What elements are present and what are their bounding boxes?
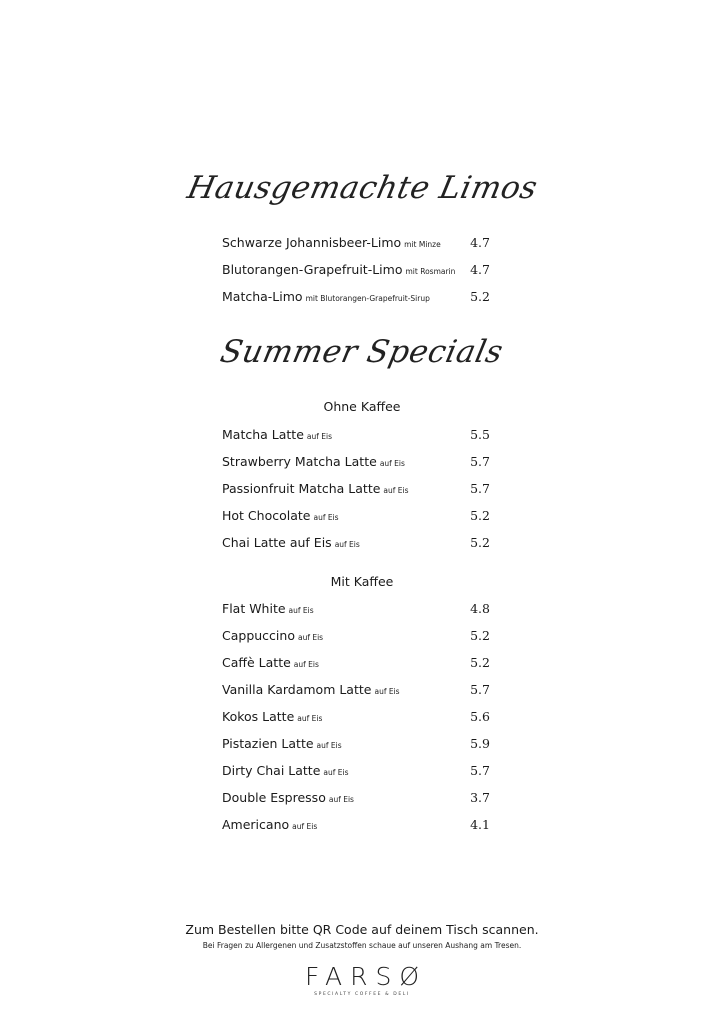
item-price: 5.7 bbox=[470, 454, 490, 469]
item-note: mit Blutorangen-Grapefruit-Sirup bbox=[305, 294, 430, 303]
menu-item bbox=[222, 730, 490, 757]
mit-kaffee-heading: Mit Kaffee bbox=[330, 574, 394, 589]
item-name: Matcha-Limo bbox=[222, 289, 303, 304]
menu-item bbox=[222, 703, 490, 730]
item-note: auf Eis bbox=[293, 660, 319, 669]
item-name: Cappuccino bbox=[222, 628, 295, 643]
menu-item bbox=[222, 649, 490, 676]
item-name: Passionfruit Matcha Latte bbox=[222, 481, 381, 496]
menu-item bbox=[222, 595, 490, 622]
item-note: auf Eis bbox=[379, 459, 405, 468]
item-name: Strawberry Matcha Latte bbox=[222, 454, 377, 469]
ohne-kaffee-list bbox=[222, 421, 490, 556]
item-name: Blutorangen-Grapefruit-Limo bbox=[222, 262, 403, 277]
menu-item bbox=[222, 229, 490, 256]
item-name: Pistazien Latte bbox=[222, 736, 314, 751]
item-price: 5.7 bbox=[470, 481, 490, 496]
limos-section-title: Hausgemachte Limos bbox=[183, 170, 541, 206]
item-price: 5.2 bbox=[470, 508, 490, 523]
item-price: 4.8 bbox=[470, 601, 490, 616]
item-name: Double Espresso bbox=[222, 790, 326, 805]
item-price: 5.2 bbox=[470, 289, 490, 304]
menu-item bbox=[222, 811, 490, 838]
item-name: Hot Chocolate bbox=[222, 508, 311, 523]
menu-item bbox=[222, 475, 490, 502]
item-name: Dirty Chai Latte bbox=[222, 763, 321, 778]
specials-section-title: Summer Specials bbox=[217, 334, 507, 370]
item-note: auf Eis bbox=[313, 513, 339, 522]
menu-item bbox=[222, 421, 490, 448]
item-note: mit Rosmarin bbox=[405, 267, 456, 276]
menu-item bbox=[222, 256, 490, 283]
item-name: Flat White bbox=[222, 601, 286, 616]
item-note: auf Eis bbox=[323, 768, 349, 777]
item-note: auf Eis bbox=[292, 822, 318, 831]
item-note: mit Minze bbox=[404, 240, 441, 249]
item-note: auf Eis bbox=[297, 714, 323, 723]
item-name: Americano bbox=[222, 817, 290, 832]
item-name: Caffè Latte bbox=[222, 655, 291, 670]
order-hint: Zum Bestellen bitte QR Code auf deinem Tisch scannen. bbox=[185, 922, 539, 937]
item-name: Chai Latte auf Eis bbox=[222, 535, 332, 550]
item-note: auf Eis bbox=[288, 606, 314, 615]
ohne-kaffee-heading: Ohne Kaffee bbox=[323, 399, 401, 414]
item-name: Matcha Latte bbox=[222, 427, 304, 442]
item-price: 5.5 bbox=[470, 427, 490, 442]
menu-item bbox=[222, 283, 490, 310]
item-price: 5.2 bbox=[470, 655, 490, 670]
item-price: 5.7 bbox=[470, 682, 490, 697]
menu-item bbox=[222, 622, 490, 649]
item-note: auf Eis bbox=[328, 795, 354, 804]
mit-kaffee-list bbox=[222, 595, 490, 838]
brand-tagline: SPECIALTY COFFEE & DELI bbox=[314, 992, 410, 997]
item-price: 5.6 bbox=[470, 709, 490, 724]
item-note: auf Eis bbox=[316, 741, 342, 750]
item-note: auf Eis bbox=[297, 633, 324, 642]
item-price: 4.7 bbox=[470, 235, 490, 250]
item-price: 3.7 bbox=[470, 790, 490, 805]
item-price: 4.7 bbox=[470, 262, 490, 277]
item-price: 4.1 bbox=[470, 817, 490, 832]
item-note: auf Eis bbox=[374, 687, 400, 696]
item-name: Kokos Latte bbox=[222, 709, 295, 724]
limos-list bbox=[222, 229, 490, 310]
item-note: auf Eis bbox=[306, 432, 333, 441]
item-name: Schwarze Johannisbeer-Limo bbox=[222, 235, 402, 250]
menu-item bbox=[222, 529, 490, 556]
menu-item bbox=[222, 676, 490, 703]
menu-item bbox=[222, 757, 490, 784]
item-name: Vanilla Kardamom Latte bbox=[222, 682, 372, 697]
item-price: 5.9 bbox=[470, 736, 490, 751]
item-note: auf Eis bbox=[334, 540, 360, 549]
menu-item bbox=[222, 784, 490, 811]
item-note: auf Eis bbox=[383, 486, 409, 495]
item-price: 5.2 bbox=[470, 628, 490, 643]
menu-item bbox=[222, 448, 490, 475]
item-price: 5.7 bbox=[470, 763, 490, 778]
menu-item bbox=[222, 502, 490, 529]
allergen-hint: Bei Fragen zu Allergenen und Zusatzstoffen schaue auf unseren Aushang am Tresen. bbox=[202, 941, 522, 950]
item-price: 5.2 bbox=[470, 535, 490, 550]
brand-logo: FARSØ bbox=[304, 962, 428, 991]
